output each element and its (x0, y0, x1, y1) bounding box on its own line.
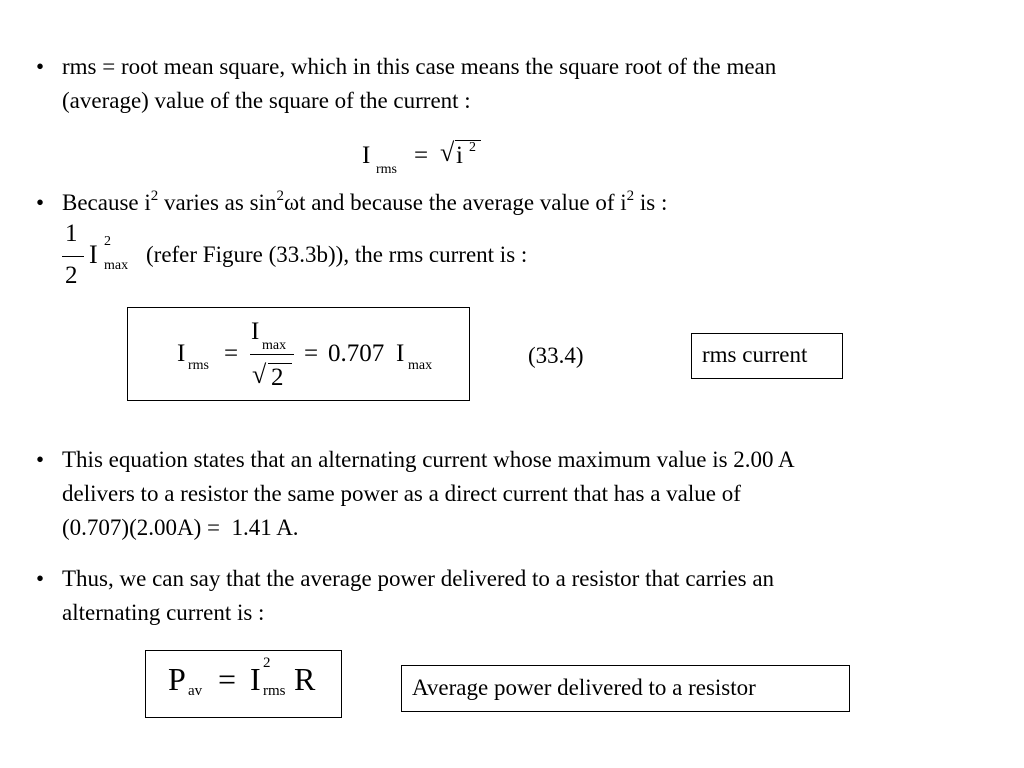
bullet-1-line-2: (average) value of the square of the current : (62, 88, 471, 113)
eq1-i: i (456, 142, 463, 169)
bullet-marker: • (36, 566, 45, 591)
bullet-2-line-1: Because $i^2$ varies as $\sin^2\omega t$ and because the average value of $i^2$ is : (62, 188, 668, 215)
eq2-num-sub: max (262, 338, 287, 353)
bullet-marker: • (36, 447, 45, 472)
bullet-3-line-3: (0.707)(2.00A) = 1.41 A. (62, 515, 299, 540)
equation-irms-definition (362, 138, 492, 178)
bullet-1-line-1: rms = root mean square, which in this case means the square root of the mean (62, 54, 777, 79)
label-rms-current-text: rms current (702, 342, 808, 367)
eq2-I2: I (396, 340, 405, 367)
equation-number: (33.4) (528, 343, 584, 368)
eq2-coefficient: 0.707 (328, 340, 385, 367)
eq2-sub-rms: rms (188, 358, 209, 373)
eq1-sup: 2 (469, 140, 476, 155)
fraction-bar (62, 256, 84, 257)
bullet-4-line-1: Thus, we can say that the average power delivered to a resistor that carries an (62, 566, 775, 591)
eq1-equals: = (414, 142, 429, 169)
frac-numerator: 1 (65, 220, 78, 247)
label-average-power-text: Average power delivered to a resistor (412, 675, 756, 700)
sub-max: max (104, 258, 129, 273)
equation-box-power (145, 650, 342, 718)
fraction-bar (250, 354, 294, 355)
eq1-sub: rms (376, 162, 397, 177)
eq2-equals-2: = (304, 340, 319, 367)
bullet-marker: • (36, 190, 45, 215)
eq3-sup: 2 (263, 655, 271, 671)
eq3-I: I (250, 661, 261, 697)
eq3-sub-rms: rms (263, 683, 286, 699)
sqrt-bar (455, 140, 481, 141)
bullet-3-line-1: This equation states that an alternating current whose maximum value is 2.00 A (62, 447, 795, 472)
eq2-num-I: I (251, 318, 260, 345)
eq3-P: P (168, 661, 186, 697)
eq2-den: 2 (271, 364, 284, 391)
bullet-marker: • (36, 54, 45, 79)
label-rms-current (691, 333, 843, 379)
equation-box-irms (127, 307, 470, 401)
bullet-4-line-2: alternating current is : (62, 600, 265, 625)
bullet-2-line-2: (refer Figure (33.3b)), the rms current is : (146, 242, 528, 267)
sup-2: 2 (104, 234, 111, 249)
eq3-R: R (294, 661, 316, 697)
I-symbol: I (89, 240, 98, 269)
eq3-equals: = (218, 661, 237, 697)
eq3-sub-av: av (188, 683, 203, 699)
sqrt-icon: √ (440, 138, 455, 167)
eq2-I: I (177, 340, 186, 367)
eq1-I: I (362, 142, 371, 169)
bullet-3-line-2: delivers to a resistor the same power as a direct current that has a value of (62, 481, 741, 506)
eq2-sub-max: max (408, 358, 433, 373)
half-imax-squared (62, 220, 152, 298)
eq2-equals: = (224, 340, 239, 367)
sqrt-icon: √ (252, 360, 267, 389)
frac-denominator: 2 (65, 262, 78, 289)
label-average-power (401, 665, 850, 712)
